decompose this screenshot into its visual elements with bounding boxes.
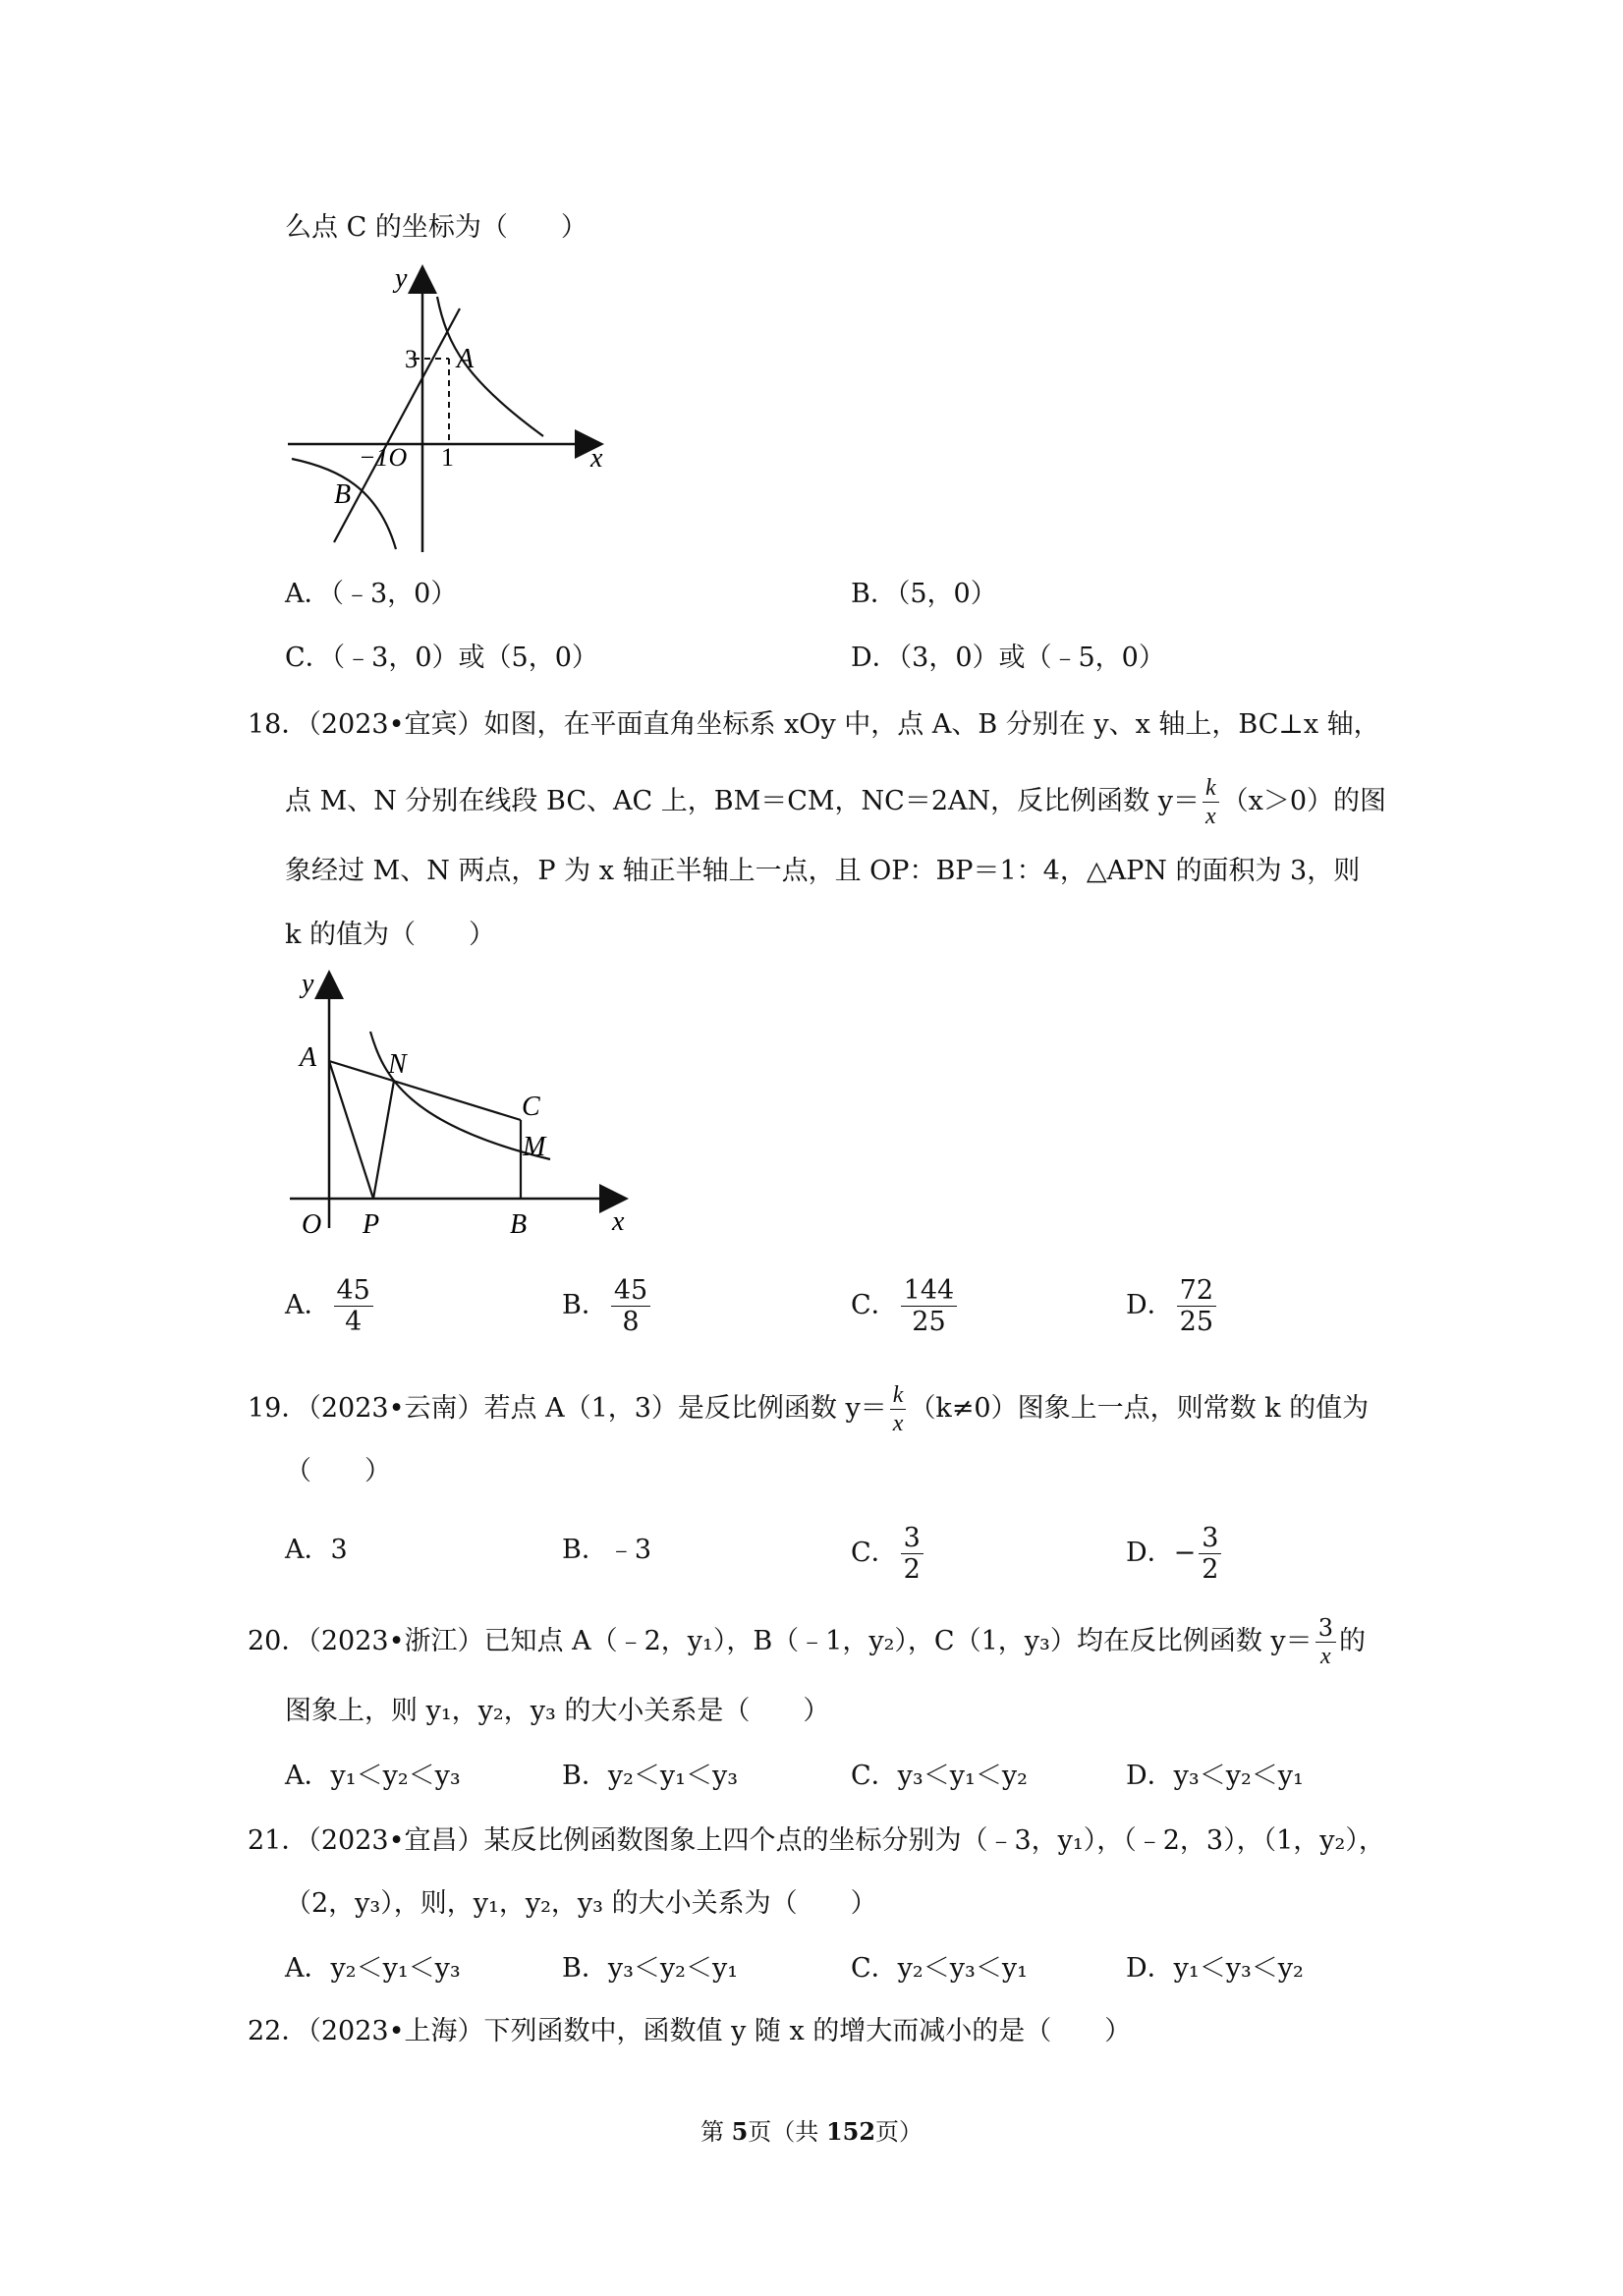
q17-label-y: y xyxy=(395,263,408,294)
q18-label-c: C xyxy=(522,1092,540,1122)
q18-k-over-x xyxy=(1203,776,1219,828)
q18-option-c-den: 25 xyxy=(912,1307,946,1337)
q18-option-b-fraction xyxy=(611,1277,650,1335)
q17-option-a[interactable]: A．（﹣3，0） xyxy=(285,579,458,609)
q18-option-b-den: 8 xyxy=(622,1307,640,1337)
q17-option-c[interactable]: C．（﹣3，0）或（5，0） xyxy=(285,643,598,673)
q19-option-d-num: 3 xyxy=(1199,1525,1221,1554)
q18-option-d-letter: D． xyxy=(1126,1290,1174,1320)
q22-line-1: 22．（2023•上海）下列函数中，函数值 y 随 x 的增大而减小的是（ ） xyxy=(248,2016,1132,2046)
q20-3-over-x xyxy=(1315,1616,1336,1668)
q18-option-a-num: 45 xyxy=(334,1277,373,1307)
q17-option-d[interactable]: D．（3，0）或（﹣5，0） xyxy=(851,643,1165,673)
q18-option-a-den: 4 xyxy=(345,1307,363,1337)
q17-label-b: B xyxy=(334,479,352,510)
q18-segment-ap xyxy=(329,1061,373,1199)
q18-line-2 xyxy=(285,776,1386,828)
q20-frac-num: 3 xyxy=(1315,1616,1336,1643)
q18-label-y: y xyxy=(302,969,314,999)
page-footer xyxy=(0,2112,1623,2147)
q18-figure xyxy=(290,963,644,1248)
q18-option-a-letter: A． xyxy=(285,1290,331,1320)
q18-option-d[interactable] xyxy=(1126,1277,1219,1335)
q18-option-d-fraction xyxy=(1177,1277,1216,1335)
q18-line-2-post: （x＞0）的图 xyxy=(1221,786,1387,816)
q18-line-1: 18．（2023•宜宾）如图，在平面直角坐标系 xOy 中，点 A、B 分别在 y、x 轴上，BC⊥x 轴， xyxy=(248,709,1380,740)
q21-option-d[interactable]: D．y₁＜y₃＜y₂ xyxy=(1126,1953,1304,1984)
q18-label-x: x xyxy=(612,1206,625,1237)
footer-mid: 页（共 xyxy=(748,2118,826,2146)
q20-option-a[interactable]: A．y₁＜y₂＜y₃ xyxy=(285,1761,461,1791)
q18-option-a[interactable] xyxy=(285,1277,376,1335)
q19-option-d-den: 2 xyxy=(1202,1554,1219,1585)
footer-page-number: 5 xyxy=(731,2117,749,2146)
q19-frac-den: x xyxy=(892,1411,904,1436)
q18-label-b: B xyxy=(510,1209,528,1240)
q21-option-b[interactable]: B．y₃＜y₂＜y₁ xyxy=(562,1953,739,1984)
q20-option-c[interactable]: C．y₃＜y₁＜y₂ xyxy=(851,1761,1028,1791)
q21-option-a[interactable]: A．y₂＜y₁＜y₃ xyxy=(285,1953,461,1984)
q18-label-m: M xyxy=(523,1132,546,1162)
q18-option-d-num: 72 xyxy=(1177,1277,1216,1307)
q18-label-a: A xyxy=(300,1042,317,1073)
q20-line-1-post: 的 xyxy=(1338,1626,1366,1656)
q18-frac-den: x xyxy=(1204,804,1216,829)
q17-label-3: 3 xyxy=(405,345,418,373)
footer-pre: 第 xyxy=(700,2118,732,2146)
q17-label-x: x xyxy=(590,443,603,474)
q18-line-3: 象经过 M、N 两点，P 为 x 轴正半轴上一点，且 OP：BP＝1：4，△APN 的面积为 3，则 xyxy=(285,856,1361,886)
q18-label-o: O xyxy=(302,1209,322,1240)
q20-line-1 xyxy=(248,1616,1366,1668)
q20-frac-den: x xyxy=(1320,1644,1331,1669)
q18-option-a-fraction xyxy=(334,1277,373,1335)
q17-label-a: A xyxy=(457,344,475,374)
q21-line-2: （2，y₃），则，y₁，y₂，y₃ 的大小关系为（ ） xyxy=(285,1888,877,1919)
q19-option-d-fraction xyxy=(1199,1525,1221,1583)
q19-option-c-fraction xyxy=(901,1525,923,1583)
q19-k-over-x xyxy=(890,1383,907,1435)
q18-option-b-num: 45 xyxy=(611,1277,650,1307)
q19-line-1-pre: 19．（2023•云南）若点 A（1，3）是反比例函数 y＝ xyxy=(248,1393,887,1424)
footer-post: 页） xyxy=(875,2118,923,2146)
q18-segment-ac xyxy=(329,1061,521,1120)
q19-option-c-den: 2 xyxy=(903,1554,921,1585)
q20-line-1-pre: 20．（2023•浙江）已知点 A（﹣2，y₁），B（﹣1，y₂），C（1，y₃）均在反比例函数 y＝ xyxy=(248,1626,1313,1656)
q20-line-2: 图象上，则 y₁，y₂，y₃ 的大小关系是（ ） xyxy=(285,1696,830,1726)
q18-label-n: N xyxy=(388,1049,407,1080)
q18-option-b-letter: B． xyxy=(562,1290,608,1320)
q20-option-d[interactable]: D．y₃＜y₂＜y₁ xyxy=(1126,1761,1304,1791)
q17-option-b[interactable]: B．（5，0） xyxy=(851,579,997,609)
q19-option-d[interactable] xyxy=(1126,1525,1224,1583)
q17-line-ab xyxy=(334,308,460,542)
q17-question-tail: 么点 C 的坐标为（ ） xyxy=(285,212,588,243)
q18-option-d-den: 25 xyxy=(1179,1307,1214,1337)
q19-option-b[interactable]: B．﹣3 xyxy=(562,1535,652,1565)
q18-segment-pn xyxy=(373,1081,394,1199)
q19-frac-num: k xyxy=(890,1383,907,1410)
q18-option-c-fraction xyxy=(901,1277,958,1335)
q19-option-c-num: 3 xyxy=(901,1525,923,1554)
footer-total-pages: 152 xyxy=(825,2117,876,2146)
q18-option-c[interactable] xyxy=(851,1277,960,1335)
q18-option-b[interactable] xyxy=(562,1277,653,1335)
q19-option-c[interactable] xyxy=(851,1525,926,1583)
q19-option-c-letter: C． xyxy=(851,1538,898,1568)
q20-option-b[interactable]: B．y₂＜y₁＜y₃ xyxy=(562,1761,739,1791)
q21-line-1: 21．（2023•宜昌）某反比例函数图象上四个点的坐标分别为（﹣3，y₁），（﹣2，3），（1，y₂）， xyxy=(248,1825,1385,1856)
q21-option-c[interactable]: C．y₂＜y₃＜y₁ xyxy=(851,1953,1028,1984)
q18-line-2-pre: 点 M、N 分别在线段 BC、AC 上，BM＝CM，NC＝2AN，反比例函数 y＝ xyxy=(285,786,1200,816)
q17-figure xyxy=(280,257,619,557)
q19-line-1-post: （k≠0）图象上一点，则常数 k 的值为 xyxy=(909,1393,1370,1424)
q17-hyperbola-right xyxy=(437,297,543,436)
q19-option-d-letter: D．− xyxy=(1126,1538,1197,1568)
q19-line-1 xyxy=(248,1383,1369,1435)
q18-option-c-num: 144 xyxy=(901,1277,958,1307)
q18-line-4: k 的值为（ ） xyxy=(285,920,495,950)
q18-label-p: P xyxy=(363,1209,380,1240)
q18-option-c-letter: C． xyxy=(851,1290,898,1320)
q17-label-1: 1 xyxy=(441,443,454,472)
q18-frac-num: k xyxy=(1203,776,1219,803)
q19-option-a[interactable]: A．3 xyxy=(285,1535,348,1565)
q17-label-minus1-o: −1O xyxy=(359,443,408,472)
q19-line-2: （ ） xyxy=(285,1456,391,1486)
